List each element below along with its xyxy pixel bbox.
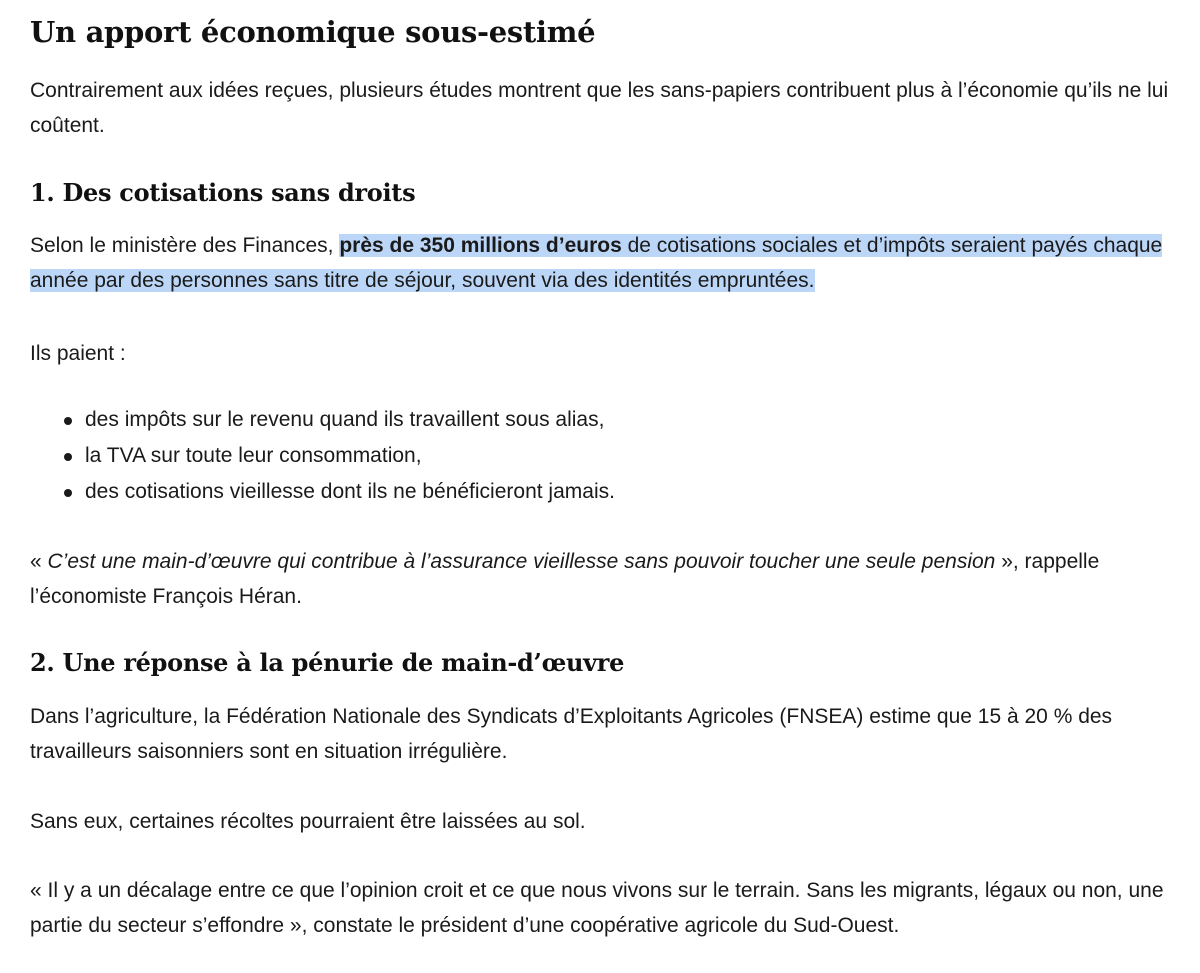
paragraph-text: Selon le ministère des Finances, [30, 234, 340, 257]
payments-list [30, 402, 1170, 510]
section-1-paragraph-2: Ils paient : [30, 342, 126, 365]
cooperative-quote: « Il y a un décalage entre ce que l’opinion croit et ce que nous vivons sur le terrain. Sans les migrants, légaux ou non, une partie du secteur s’effondre », constate le président d’une coopérative agricole du Sud-Ouest. [30, 879, 1164, 937]
list-item: des cotisations vieillesse dont ils ne bénéficieront jamais. [30, 474, 1170, 510]
list-item: des impôts sur le revenu quand ils travaillent sous alias, [30, 402, 1170, 438]
list-item: la TVA sur toute leur consommation, [30, 438, 1170, 474]
quote-open: « [30, 550, 48, 573]
article-title: Un apport économique sous-estimé [30, 15, 596, 49]
quote-attribution: », rappelle l’économiste François Héran. [30, 550, 1100, 608]
section-1-heading: 1. Des cotisations sans droits [30, 178, 416, 207]
economist-quote [30, 544, 1170, 614]
section-2-paragraph-1: Dans l’agriculture, la Fédération Nationale des Syndicats d’Exploitants Agricoles (FNSEA) estime que 15 à 20 % des travailleurs saisonniers sont en situation irrégulière. [30, 705, 1113, 763]
section-2-heading: 2. Une réponse à la pénurie de main-d’œuvre [30, 648, 625, 677]
selected-text-rest: de cotisations sociales et d’impôts seraient payés chaque année par des personnes sans titre de séjour, souvent via des identités empruntées. [30, 234, 1163, 292]
intro-paragraph: Contrairement aux idées reçues, plusieurs études montrent que les sans-papiers contribuent plus à l’économie qu’ils ne lui coûtent. [30, 79, 1169, 137]
section-2-paragraph-2: Sans eux, certaines récoltes pourraient être laissées au sol. [30, 810, 586, 833]
section-1-paragraph-1 [30, 228, 1170, 298]
bold-amount: près de 350 millions d’euros [339, 234, 622, 257]
quote-text: C’est une main-d’œuvre qui contribue à l’assurance vieillesse sans pouvoir toucher une seule pension [47, 550, 996, 573]
